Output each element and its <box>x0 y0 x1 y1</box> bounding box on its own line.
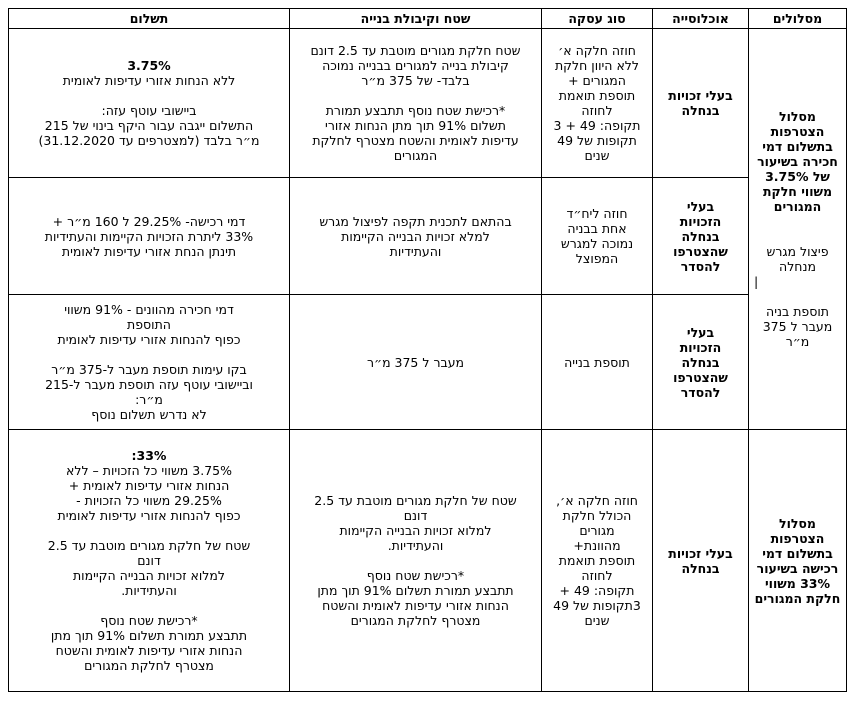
text-line: לא נדרש תשלום נוסף <box>91 407 207 422</box>
text-line: מעבר ל 375 מ״ר <box>366 354 465 370</box>
text-line: חוזה חלקה א׳ <box>558 43 636 58</box>
text-line: עדיפות לאומית והשטח מצטרף לחלקת <box>312 133 519 148</box>
text-line: כפוף להנחות אזורי עדיפות לאומית <box>57 508 241 523</box>
text-line: ללא הנחות אזורי עדיפות לאומית <box>62 73 236 88</box>
text-line: קיבולת בנייה למגורים בבנייה נמוכה <box>322 58 509 73</box>
population-cell <box>653 430 749 692</box>
text-line: מ״ר: <box>135 392 163 407</box>
text-line: ללא היוון חלקת <box>554 58 640 73</box>
text-line: 33% ליתרת הזכויות הקיימות והעתידיות <box>44 228 254 244</box>
text-line: והעתידיות <box>389 243 442 259</box>
text-line: שטח של חלקת מגורים מוטבת עד 2.5 <box>314 493 517 508</box>
text-line: 3.75% משווי כל הזכויות – ללא <box>66 463 232 478</box>
text-line: *רכישת שטח נוסף תתבצע תמורת <box>325 103 506 118</box>
track-2-title <box>754 516 841 606</box>
text-line: המגורים <box>393 148 438 163</box>
header-payment: תשלום <box>9 9 290 29</box>
text-line: והעתידיות. <box>121 583 177 598</box>
text-line: מצטרף לחלקת המגורים <box>84 658 214 673</box>
text-line: אחת בבניה <box>567 221 627 236</box>
header-population: אוכלוסייה <box>653 9 749 29</box>
text-line: 33%: <box>131 448 167 463</box>
track-1-sub-addition <box>754 304 841 349</box>
text-line: שהצטרפו <box>673 369 728 385</box>
text-line: דמי חכירה מהוונים - 91% משווי <box>64 302 234 317</box>
text-line: למלא זכויות הבנייה הקיימות <box>341 228 490 244</box>
text-line: בעלי <box>686 198 715 214</box>
area-cell <box>290 295 542 430</box>
text-line: תוספת תואמת <box>558 553 636 568</box>
text-line: ביישובי עוטף עזה: <box>101 103 197 118</box>
text-line: נמוכה למגרש <box>560 236 634 251</box>
text-line: בנחלה <box>681 354 720 370</box>
text-line: תתבצע תמורת תשלום 91% תוך מתן <box>317 583 514 598</box>
text-line: המגורים <box>773 199 822 214</box>
text-line: 29.25% משווי כל הזכויות - <box>76 493 222 508</box>
text-line: המפוצל <box>575 251 619 266</box>
header-tracks: מסלולים <box>749 9 847 29</box>
text-line <box>14 347 284 362</box>
text-line: בעלי זכויות <box>668 545 733 561</box>
text-line: התוספת <box>127 317 171 332</box>
text-line: לחוזה <box>581 568 613 583</box>
text-line: מגורים <box>579 523 615 538</box>
area-cell <box>290 178 542 295</box>
track-2-cell <box>749 430 847 692</box>
text-line: חוזה חלקה א׳, <box>556 493 638 508</box>
deal-type-cell <box>542 295 653 430</box>
text-cursor: | <box>754 274 759 289</box>
text-line: הנחות אזורי עדיפות לאומית והשטח <box>322 598 509 613</box>
text-line: למלוא זכויות הבנייה הקיימות <box>72 568 226 583</box>
text-line: תינתן הנחת אזורי עדיפות לאומית <box>61 243 237 259</box>
header-area: שטח וקיבולת בנייה <box>290 9 542 29</box>
text-line: מסלול הצטרפות <box>770 109 825 139</box>
text-line <box>14 88 284 103</box>
text-line: תוספת בנייה <box>564 354 630 370</box>
payment-cell <box>9 295 290 430</box>
deal-type-cell <box>542 178 653 295</box>
text-line: הנחות אזורי עדיפות לאומית + <box>68 478 230 493</box>
text-line: מסלול הצטרפות <box>770 515 825 546</box>
text-line: שנים <box>584 148 610 163</box>
header-deal-type: סוג עסקה <box>542 9 653 29</box>
text-line: *רכישת שטח נוסף <box>100 613 198 628</box>
text-line: והעתידיות. <box>387 538 444 553</box>
text-line: הכולל חלקת <box>562 508 632 523</box>
text-line: שטח של חלקת מגורים מוטבת עד 2.5 <box>47 538 251 553</box>
text-line: מצטרף לחלקת המגורים <box>350 613 481 628</box>
population-cell <box>653 178 749 295</box>
text-line: מעבר ל 375 מ״ר <box>762 319 833 349</box>
text-line: התשלום ייגבה עבור היקף בינוי של 215 <box>44 118 254 133</box>
population-cell <box>653 29 749 178</box>
text-line: מנחלה <box>779 259 816 274</box>
text-line: לחוזה <box>581 103 613 118</box>
text-line: להסדר <box>680 258 721 274</box>
text-line: בהתאם לתכנית תקפה לפיצול מגרש <box>319 213 512 229</box>
text-line: תתבצע תמורת תשלום 91% תוך מתן <box>50 628 248 643</box>
track-1-cell <box>749 29 847 430</box>
deal-type-cell <box>542 430 653 692</box>
area-cell <box>290 29 542 178</box>
header-row <box>9 9 847 29</box>
text-line <box>14 523 284 538</box>
text-line: בנחלה <box>681 228 720 244</box>
text-line: 3.75% <box>127 58 171 73</box>
text-line: תשלום 91% תוך מתן הנחות אזורי <box>325 118 506 133</box>
text-line: הזכויות <box>679 213 722 229</box>
text-line: חכירה בשיעור <box>757 154 838 169</box>
text-line: חוזה ליח״ד <box>566 206 628 221</box>
text-line: שטח חלקת מגורים מוטבת עד 2.5 דונם <box>310 43 521 58</box>
text-line: בתשלום דמי <box>762 545 833 561</box>
table-row <box>9 295 847 430</box>
text-line: שהצטרפו <box>673 243 728 259</box>
text-line: *רכישת שטח נוסף <box>366 568 465 583</box>
text-line: בקו עימות תוספת מעבר ל-375 מ״ר <box>51 362 247 377</box>
text-line: דונם <box>137 553 161 568</box>
text-line: מ״ר בלבד (למצטרפים עד 31.12.2020) <box>38 133 260 148</box>
text-line: וביישובי עוטף עזה תוספת מעבר ל-215 <box>45 377 253 392</box>
text-line: בלבד- של 375 מ״ר <box>361 73 470 88</box>
text-line: 3תקופות של 49 <box>553 598 641 613</box>
text-line: המגורים + <box>568 73 626 88</box>
text-line: הנחות אזורי עדיפות לאומית והשטח <box>55 643 243 658</box>
population-cell <box>653 295 749 430</box>
table-row <box>9 178 847 295</box>
text-line: שנים <box>584 613 610 628</box>
text-line: דמי רכישה- 29.25% ל 160 מ״ר + <box>52 213 246 229</box>
payment-cell <box>9 29 290 178</box>
text-line: מהוונת+ <box>573 538 621 553</box>
text-line: להסדר <box>680 384 721 400</box>
area-cell <box>290 430 542 692</box>
text-line: תקופה: 49 + <box>559 583 635 598</box>
table-row <box>9 29 847 178</box>
text-line: למלוא זכויות הבנייה הקיימות <box>339 523 492 538</box>
text-line: בתשלום דמי <box>762 139 833 154</box>
text-line: רכישה בשיעור <box>756 560 839 576</box>
text-line: בנחלה <box>681 103 720 118</box>
text-line: חלקת המגורים <box>754 590 841 606</box>
text-line: בעלי זכויות <box>668 88 733 103</box>
text-line: תקופה: 49 + 3 <box>553 118 641 133</box>
text-line: תוספת בניה <box>766 304 829 319</box>
text-line: תוספת תואמת <box>558 88 636 103</box>
text-line: הזכויות <box>679 339 722 355</box>
text-line: בנחלה <box>681 560 720 576</box>
text-line: כפוף להנחות אזורי עדיפות לאומית <box>57 332 241 347</box>
text-line: 33% משווי <box>764 575 831 591</box>
text-line: בעלי <box>686 324 715 340</box>
text-line: דונם <box>403 508 428 523</box>
text-line: של 3.75% <box>765 169 830 184</box>
tracks-table <box>8 8 847 692</box>
text-line <box>14 598 284 613</box>
text-line <box>295 553 536 568</box>
text-line: משווי חלקת <box>762 184 833 199</box>
text-line <box>295 88 536 103</box>
payment-cell <box>9 178 290 295</box>
table-row <box>9 430 847 692</box>
text-line: תקופות של 49 <box>557 133 637 148</box>
payment-cell <box>9 430 290 692</box>
text-line: פיצול מגרש <box>766 244 829 259</box>
track-1-sub-split <box>754 244 841 274</box>
deal-type-cell <box>542 29 653 178</box>
track-1-title <box>754 109 841 214</box>
